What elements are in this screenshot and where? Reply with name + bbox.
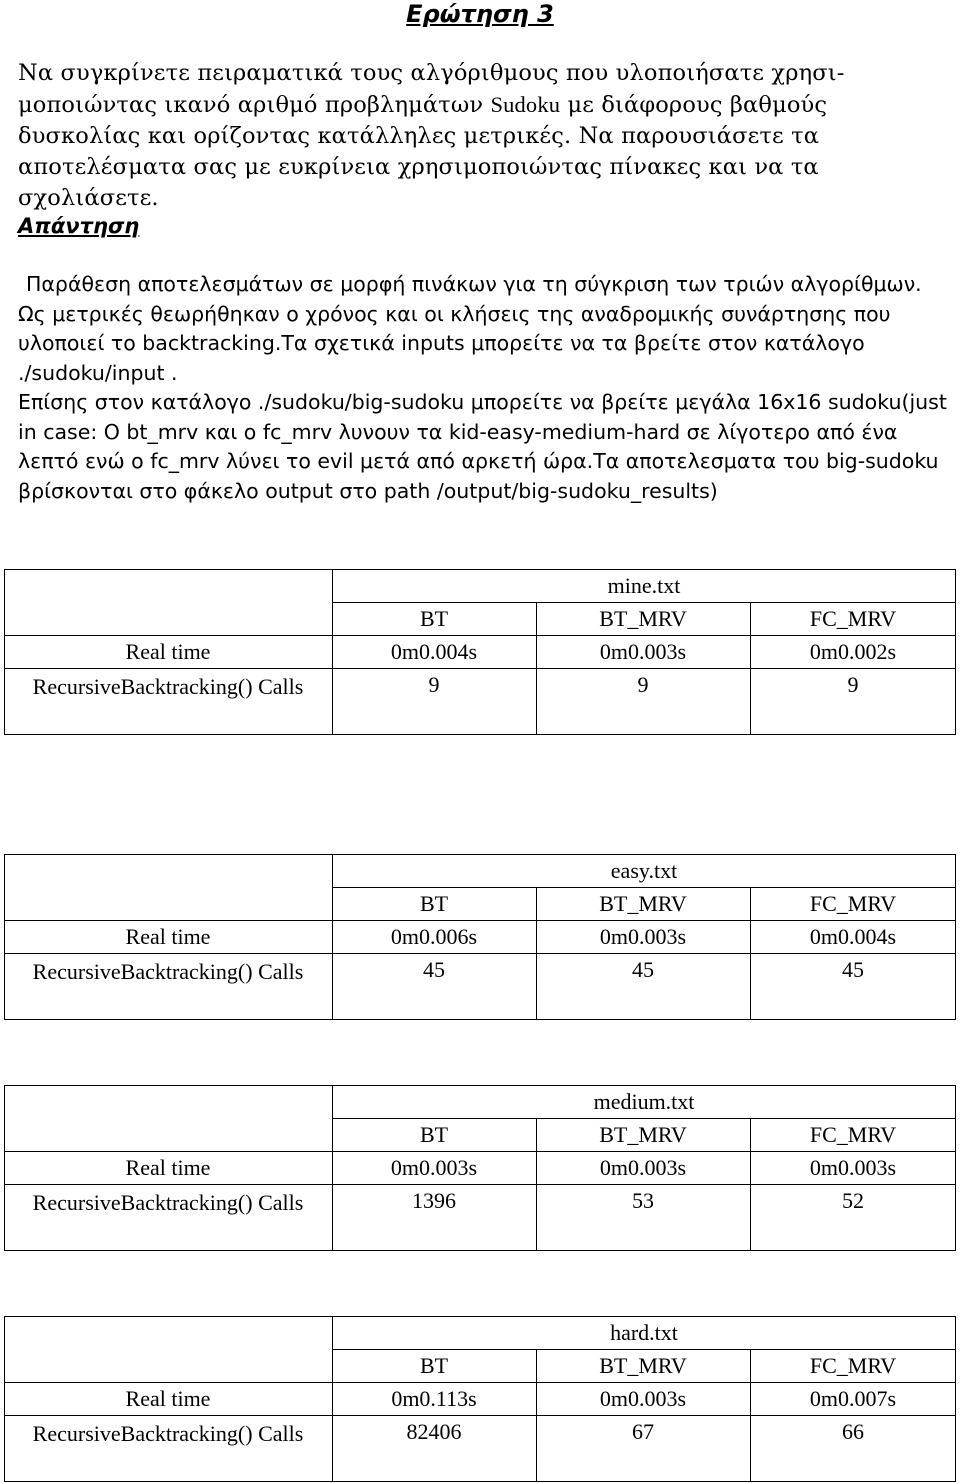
table-cell: 67 — [632, 1419, 654, 1444]
table-header: FC_MRV — [809, 1353, 897, 1378]
table-cell: 0m0.002s — [809, 639, 897, 664]
row-label: RecursiveBacktracking() Calls — [32, 1190, 304, 1215]
answer-paragraph-3: Επίσης στον κατάλογο ./sudoku/big-sudoku μπορείτε να βρείτε μεγάλα 16x16 sudoku(just in case: Ο bt_mrv και ο fc_mrv λυνουν τα kid-easy-medium-hard σε λίγοτερο από ένα λεπτό ενώ ο fc_mrv λύνει το evil μετά από αρκετή ώρα.Τα αποτελεσματα του big-sudoku βρίσκονται στο φάκελο output στο path /output/big-sudoku_results) — [18, 390, 947, 503]
answer-paragraph-2: Ως μετρικές θεωρήθηκαν ο χρόνος και οι κλήσεις της αναδρομικής συνάρτησης που υλοποιεί το backtracking.Τα σχετικά inputs μπορείτε να τα βρείτε στον κατάλογο ./sudoku/input . — [18, 301, 891, 385]
table-cell: 53 — [632, 1188, 654, 1213]
table-cell: 0m0.113s — [391, 1386, 477, 1411]
table-cell: 45 — [842, 957, 864, 982]
results-table-mine-grid — [4, 569, 956, 735]
answer-text — [18, 270, 948, 506]
table-cell: 0m0.003s — [599, 924, 687, 949]
table-caption: hard.txt — [610, 1320, 678, 1345]
table-header: FC_MRV — [809, 891, 897, 916]
table-cell: 45 — [632, 957, 654, 982]
table-header: FC_MRV — [809, 1122, 897, 1147]
table-cell: 0m0.003s — [809, 1155, 897, 1180]
table-cell: 82406 — [406, 1419, 462, 1444]
question-part1: Να συγκρίνετε πειραματικά τους αλγόριθμους που υλοποιήσατε χρησι-μοποιώντας ικανό αριθμό προβλημάτων — [18, 60, 845, 118]
question-text — [18, 58, 948, 214]
table-caption: easy.txt — [610, 858, 678, 883]
table-header: BT_MRV — [599, 606, 687, 631]
row-label: Real time — [125, 924, 211, 949]
table-cell: 0m0.006s — [390, 924, 478, 949]
row-label: RecursiveBacktracking() Calls — [32, 674, 304, 699]
table-caption: mine.txt — [607, 573, 681, 598]
row-label: Real time — [125, 1155, 211, 1180]
table-header: BT — [419, 1353, 449, 1378]
results-table-hard-grid — [4, 1316, 956, 1482]
question-part2: με διάφορους βαθμούς δυσκολίας και ορίζοντας κατάλληλες μετρικές. Να παρουσιάσετε τα αποτελέσματα σας με ευκρίνεια χρησιμοποιώντας πίνακες και να τα σχολιάσετε. — [18, 92, 828, 211]
page-title: Ερώτηση 3 — [406, 0, 554, 28]
table-header: BT — [419, 891, 449, 916]
table-cell: 9 — [637, 672, 649, 697]
table-cell: 0m0.003s — [599, 1386, 687, 1411]
results-table-medium-grid — [4, 1085, 956, 1251]
table-cell: 0m0.004s — [390, 639, 478, 664]
table-cell: 1396 — [412, 1188, 456, 1213]
table-cell: 9 — [847, 672, 859, 697]
row-label: RecursiveBacktracking() Calls — [32, 959, 304, 984]
table-cell: 0m0.003s — [599, 639, 687, 664]
answer-paragraph-1: Παράθεση αποτελεσμάτων σε μορφή πινάκων για τη σύγκριση των τριών αλγορίθμων. — [26, 272, 922, 296]
table-header: BT_MRV — [599, 891, 687, 916]
table-cell: 0m0.004s — [809, 924, 897, 949]
table-header: BT_MRV — [599, 1353, 687, 1378]
table-cell: 66 — [842, 1419, 864, 1444]
results-table-easy-grid — [4, 854, 956, 1020]
table-cell: 0m0.003s — [390, 1155, 478, 1180]
table-cell: 52 — [842, 1188, 864, 1213]
table-cell: 0m0.007s — [809, 1386, 897, 1411]
table-cell: 0m0.003s — [599, 1155, 687, 1180]
table-header: BT — [419, 1122, 449, 1147]
table-cell: 45 — [423, 957, 445, 982]
row-label: Real time — [125, 1386, 211, 1411]
row-label: Real time — [125, 639, 211, 664]
row-label: RecursiveBacktracking() Calls — [32, 1421, 304, 1446]
answer-heading: Απάντηση — [18, 214, 140, 238]
table-caption: medium.txt — [593, 1089, 695, 1114]
table-header: BT_MRV — [599, 1122, 687, 1147]
table-header: BT — [419, 606, 449, 631]
table-cell: 9 — [428, 672, 440, 697]
question-sudoku-word: Sudoku — [490, 92, 561, 117]
table-header: FC_MRV — [809, 606, 897, 631]
